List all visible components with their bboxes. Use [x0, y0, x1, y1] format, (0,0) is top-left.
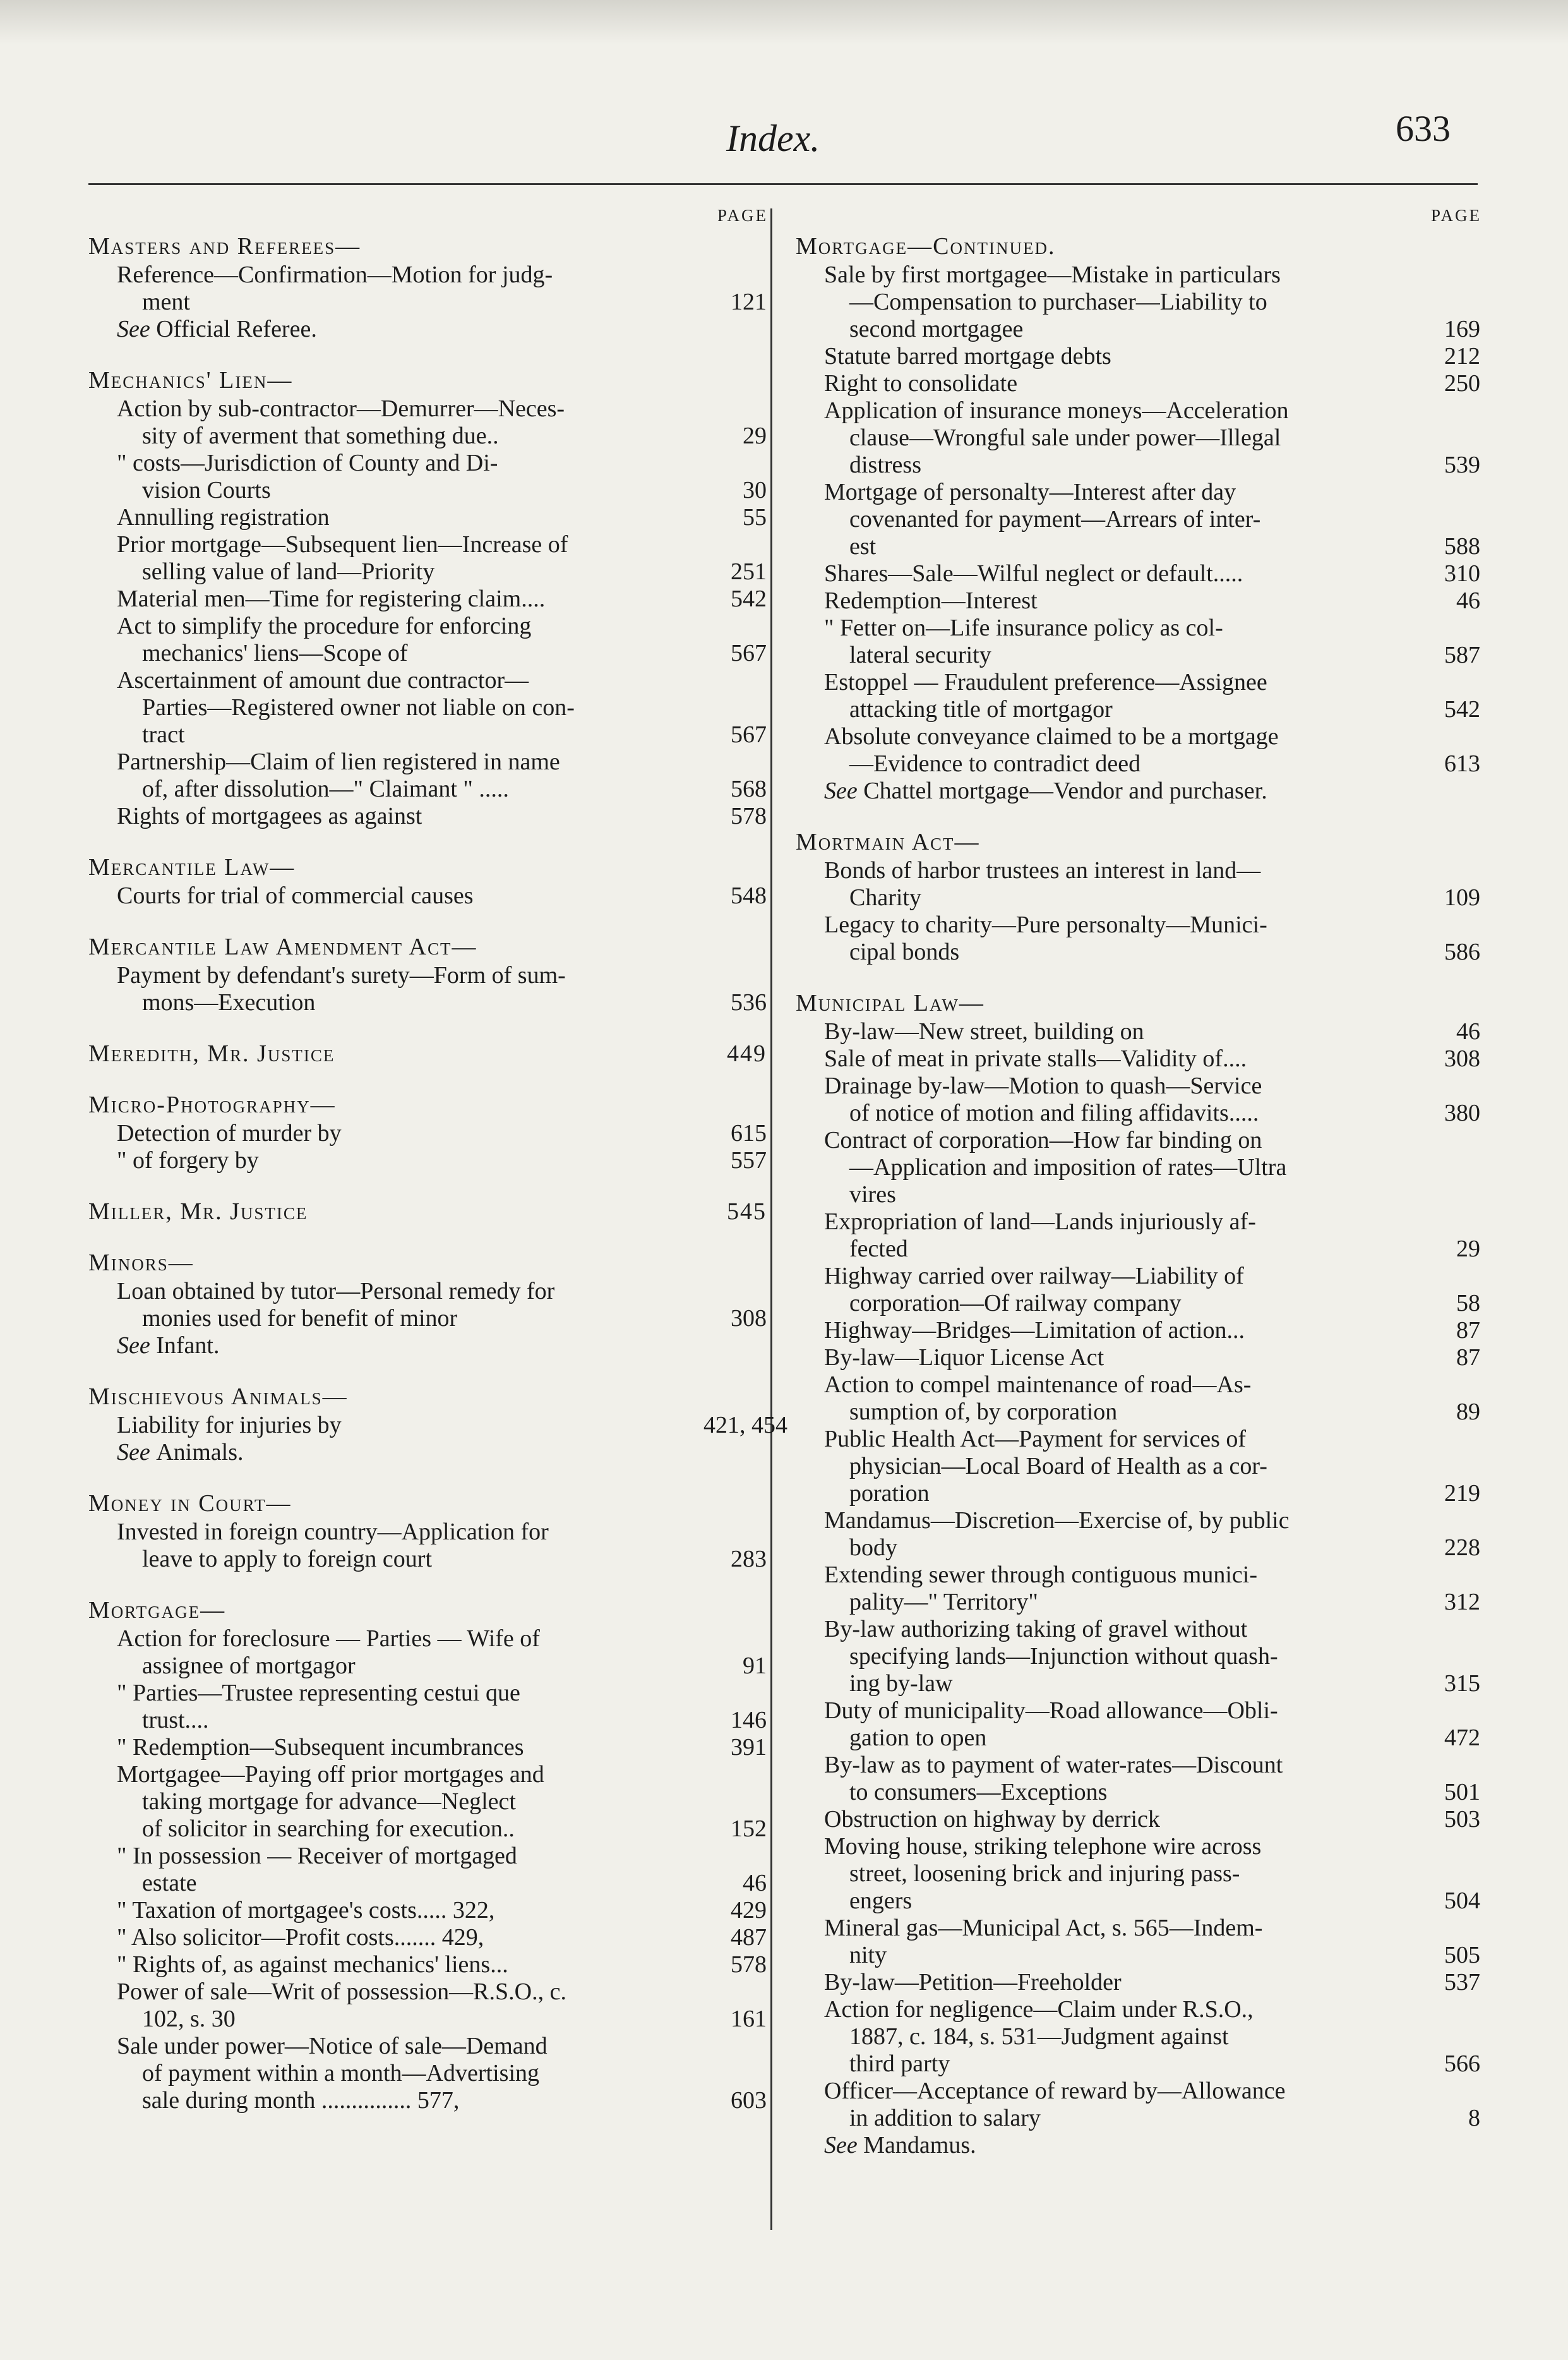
page-reference: 542 [731, 586, 767, 612]
index-entry [824, 1806, 1484, 1833]
entry-line: clause—Wrongful sale under power—Illegal [849, 424, 1281, 451]
entry-line: Action for negligence—Claim under R.S.O., [824, 1996, 1254, 2023]
entry-line: nity [849, 1942, 887, 1968]
index-entry [824, 1045, 1484, 1073]
index-entry [824, 343, 1484, 370]
entry-line: Expropriation of land—Lands injuriously af- [824, 1208, 1256, 1235]
index-entry [824, 857, 1484, 912]
index-entry [117, 962, 770, 1016]
entry-line: corporation—Of railway company [849, 1290, 1182, 1316]
page-reference: 449 [727, 1040, 767, 1067]
page-reference: 567 [731, 640, 767, 666]
entry-line: estate [142, 1870, 197, 1896]
index-entry [824, 1263, 1484, 1317]
page-reference: 30 [743, 477, 767, 503]
entry-line: Payment by defendant's surety—Form of sum- [117, 962, 566, 989]
index-entry [117, 613, 770, 667]
index-entry [117, 1951, 770, 1978]
index-entry [117, 803, 770, 830]
see-target: Infant. [156, 1332, 220, 1359]
index-heading [88, 1040, 770, 1068]
entry-line: " costs—Jurisdiction of County and Di- [117, 450, 498, 476]
entry-line: Rights of mortgagees as against [117, 803, 422, 829]
entry-line: By-law—Petition—Freeholder [824, 1969, 1122, 1996]
page-reference: 380 [1444, 1100, 1480, 1126]
index-entry [824, 1915, 1484, 1969]
index-entry [117, 1897, 770, 1924]
index-entry [117, 1625, 770, 1680]
entry-line: By-law authorizing taking of gravel without [824, 1616, 1248, 1642]
see-reference [117, 1439, 770, 1466]
entry-line: Partnership—Claim of lien registered in name [117, 749, 560, 775]
page-reference: 578 [731, 1951, 767, 1978]
page-reference: 29 [743, 423, 767, 449]
entry-line: trust.... [142, 1707, 209, 1733]
entry-line: third party [849, 2050, 950, 2077]
entry-line: Sale of meat in private stalls—Validity of.... [824, 1045, 1247, 1072]
index-column-left [88, 202, 787, 2114]
index-entry [824, 1507, 1484, 1562]
entry-line: Bonds of harbor trustees an interest in land— [824, 857, 1261, 884]
page-reference: 29 [1456, 1236, 1480, 1262]
index-heading-text: Minors— [88, 1249, 194, 1276]
page-reference: 89 [1456, 1399, 1480, 1425]
entry-line: Mortgage of personalty—Interest after day [824, 479, 1236, 505]
page-reference: 212 [1444, 343, 1480, 370]
index-entry [117, 1120, 770, 1147]
page-reference: 146 [731, 1707, 767, 1733]
entry-line: —Evidence to contradict deed [849, 750, 1141, 777]
page-reference: 501 [1444, 1779, 1480, 1805]
entry-line: By-law—New street, building on [824, 1018, 1144, 1045]
index-entry [117, 667, 770, 749]
index-heading-text: Mechanics' Lien— [88, 367, 293, 394]
page-reference: 588 [1444, 533, 1480, 560]
index-entry [824, 587, 1484, 615]
see-reference [824, 778, 1484, 805]
see-target: Official Referee. [156, 316, 317, 342]
index-entry [824, 1371, 1484, 1426]
index-heading-text: Mortgage— [88, 1597, 226, 1623]
entry-line: Mandamus—Discretion—Exercise of, by public [824, 1507, 1290, 1534]
see-target: Mandamus. [863, 2132, 976, 2158]
see-target: Chattel mortgage—Vendor and purchaser. [863, 778, 1267, 804]
index-entry [824, 370, 1484, 397]
entry-line: Mortgagee—Paying off prior mortgages and [117, 1761, 544, 1788]
entry-line: poration [849, 1480, 930, 1507]
page-reference: 109 [1444, 884, 1480, 911]
index-entry [824, 1697, 1484, 1752]
entry-line: Highway carried over railway—Liability of [824, 1263, 1244, 1289]
index-entry [824, 912, 1484, 966]
entry-line: " Redemption—Subsequent incumbrances [117, 1734, 524, 1761]
index-heading [796, 233, 1484, 260]
page-reference: 228 [1444, 1534, 1480, 1561]
entry-line: By-law as to payment of water-rates—Discount [824, 1752, 1283, 1778]
index-entry [117, 1278, 770, 1332]
scanned-page-edge [0, 0, 1568, 44]
entry-line: ment [142, 289, 190, 315]
see-reference [117, 316, 770, 343]
page-reference: 310 [1444, 560, 1480, 587]
entry-line: 102, s. 30 [142, 2006, 236, 2032]
page-reference: 603 [731, 2087, 767, 2114]
index-entry [117, 1147, 770, 1174]
entry-line: Legacy to charity—Pure personalty—Munici- [824, 912, 1267, 938]
index-heading [88, 1383, 770, 1411]
index-entry [117, 1680, 770, 1734]
entry-line: distress [849, 452, 921, 478]
entry-line: 1887, c. 184, s. 531—Judgment against [849, 2023, 1229, 2050]
entry-line: Sale by first mortgagee—Mistake in particulars [824, 262, 1281, 288]
page-reference: 545 [727, 1198, 767, 1225]
page-reference: 537 [1444, 1969, 1480, 1996]
entry-line: ing by-law [849, 1670, 953, 1697]
index-entry [824, 1616, 1484, 1697]
index-column-right [796, 202, 1484, 2159]
page-reference: 568 [731, 776, 767, 802]
page-reference: 46 [743, 1870, 767, 1896]
index-heading-text: Mercantile Law Amendment Act— [88, 934, 477, 960]
entry-line: Drainage by-law—Motion to quash—Service [824, 1073, 1262, 1099]
entry-line: Estoppel — Fraudulent preference—Assignee [824, 669, 1267, 695]
index-heading-text: Meredith, Mr. Justice [88, 1040, 335, 1067]
page-reference: 548 [731, 882, 767, 909]
entry-line: sumption of, by corporation [849, 1399, 1118, 1425]
entry-line: Officer—Acceptance of reward by—Allowance [824, 2078, 1286, 2104]
index-heading-text: Money in Court— [88, 1490, 292, 1517]
entry-line: mechanics' liens—Scope of [142, 640, 408, 666]
index-heading [88, 1490, 770, 1517]
entry-line: " Rights of, as against mechanics' liens... [117, 1951, 508, 1978]
entry-line: of, after dissolution—" Claimant " ..... [142, 776, 509, 802]
page-reference: 587 [1444, 642, 1480, 668]
index-entry [824, 615, 1484, 669]
page-reference: 55 [743, 504, 767, 531]
index-heading [796, 829, 1484, 856]
entry-line: covenanted for payment—Arrears of inter- [849, 506, 1261, 533]
entry-line: fected [849, 1236, 908, 1262]
page-reference: 312 [1444, 1589, 1480, 1615]
page-reference: 503 [1444, 1806, 1480, 1833]
entry-line: Redemption—Interest [824, 587, 1038, 614]
page-reference: 308 [731, 1305, 767, 1332]
see-label: See [117, 1332, 157, 1359]
page-reference: 315 [1444, 1670, 1480, 1697]
entry-line: second mortgagee [849, 316, 1024, 342]
entry-line: tract [142, 721, 185, 748]
entry-line: Right to consolidate [824, 370, 1018, 397]
index-entry [117, 262, 770, 316]
see-target: Animals. [156, 1439, 244, 1466]
entry-line: Highway—Bridges—Limitation of action... [824, 1317, 1245, 1344]
see-label: See [117, 1439, 157, 1466]
index-heading [88, 367, 770, 394]
entry-line: Charity [849, 884, 921, 911]
page-reference: 586 [1444, 939, 1480, 965]
index-heading [796, 990, 1484, 1017]
page-reference: 505 [1444, 1942, 1480, 1968]
entry-line: Moving house, striking telephone wire across [824, 1833, 1262, 1860]
entry-line: Ascertainment of amount due contractor— [117, 667, 529, 694]
index-entry [117, 1734, 770, 1761]
index-heading [88, 1198, 770, 1225]
header-rule [88, 183, 1478, 185]
index-heading-text: Mischievous Animals— [88, 1383, 348, 1410]
entry-line: " In possession — Receiver of mortgaged [117, 1843, 517, 1869]
entry-line: " Fetter on—Life insurance policy as col- [824, 615, 1223, 641]
entry-line: to consumers—Exceptions [849, 1779, 1108, 1805]
entry-line: Material men—Time for registering claim.... [117, 586, 546, 612]
entry-line: lateral security [849, 642, 991, 668]
page-reference: 219 [1444, 1480, 1480, 1507]
entry-line: —Compensation to purchaser—Liability to [849, 289, 1267, 315]
entry-line: of payment within a month—Advertising [142, 2060, 540, 2086]
index-entry [824, 560, 1484, 587]
index-entry [117, 1412, 787, 1439]
index-entry [824, 669, 1484, 723]
entry-line: engers [849, 1887, 913, 1914]
page-reference: 251 [731, 558, 767, 585]
entry-line: street, loosening brick and injuring pass- [849, 1860, 1240, 1887]
page-reference: 429 [731, 1897, 767, 1924]
index-entry [117, 1519, 770, 1573]
entry-line: Action to compel maintenance of road—As- [824, 1371, 1252, 1398]
entry-line: By-law—Liquor License Act [824, 1344, 1104, 1371]
index-entry [117, 450, 770, 504]
page-reference: 283 [731, 1546, 767, 1572]
page-reference: 539 [1444, 452, 1480, 478]
column-divider [770, 208, 772, 2230]
page-reference: 46 [1456, 1018, 1480, 1045]
index-heading [88, 233, 770, 260]
entry-line: " Also solicitor—Profit costs....... 429, [117, 1924, 484, 1951]
index-heading [88, 854, 770, 881]
entry-line: of solicitor in searching for execution.. [142, 1815, 515, 1842]
entry-line: Loan obtained by tutor—Personal remedy for [117, 1278, 555, 1304]
index-entry [824, 1752, 1484, 1806]
page-reference: 391 [731, 1734, 767, 1761]
page-reference: 613 [1444, 750, 1480, 777]
page-reference: 308 [1444, 1045, 1480, 1072]
page-reference: 566 [1444, 2050, 1480, 2077]
index-heading [88, 934, 770, 961]
index-entry [824, 1018, 1484, 1045]
index-entry [824, 1344, 1484, 1371]
page-reference: 152 [731, 1815, 767, 1842]
entry-line: attacking title of mortgagor [849, 696, 1113, 723]
entry-line: leave to apply to foreign court [142, 1546, 433, 1572]
index-entry [824, 262, 1484, 343]
entry-line: specifying lands—Injunction without quash- [849, 1643, 1278, 1670]
page-reference: 46 [1456, 587, 1480, 614]
page-reference: 542 [1444, 696, 1480, 723]
entry-line: Reference—Confirmation—Motion for judg- [117, 262, 553, 288]
page-reference: 578 [731, 803, 767, 829]
entry-line: physician—Local Board of Health as a cor- [849, 1453, 1267, 1479]
entry-line: body [849, 1534, 897, 1561]
entry-line: pality—" Territory" [849, 1589, 1038, 1615]
entry-line: Prior mortgage—Subsequent lien—Increase of [117, 531, 568, 558]
entry-line: gation to open [849, 1725, 987, 1751]
page-reference: 58 [1456, 1290, 1480, 1316]
index-entry [824, 397, 1484, 479]
page-reference: 557 [731, 1147, 767, 1174]
entry-line: Action for foreclosure — Parties — Wife of [117, 1625, 540, 1652]
entry-line: Statute barred mortgage debts [824, 343, 1111, 370]
see-reference [824, 2132, 1484, 2159]
index-entry [117, 586, 770, 613]
entry-line: Invested in foreign country—Application for [117, 1519, 549, 1545]
index-entry [117, 395, 770, 450]
entry-line: monies used for benefit of minor [142, 1305, 458, 1332]
entry-line: Public Health Act—Payment for services of [824, 1426, 1247, 1452]
index-heading-text: Mercantile Law— [88, 854, 296, 881]
index-entry [824, 1426, 1484, 1507]
page-reference: 169 [1444, 316, 1480, 342]
index-entry [117, 531, 770, 586]
index-entry [824, 1208, 1484, 1263]
entry-line: vision Courts [142, 477, 271, 503]
index-entry [117, 1761, 770, 1843]
entry-line: " Parties—Trustee representing cestui que [117, 1680, 520, 1706]
page-reference: 250 [1444, 370, 1480, 397]
page-column-label: PAGE [717, 206, 768, 225]
entry-line: of notice of motion and filing affidavits..... [849, 1100, 1259, 1126]
page-reference: 472 [1444, 1725, 1480, 1751]
entry-line: Act to simplify the procedure for enforcing [117, 613, 532, 639]
see-label: See [824, 2132, 864, 2158]
entry-line: Extending sewer through contiguous munici- [824, 1562, 1257, 1588]
entry-line: Contract of corporation—How far binding on [824, 1127, 1262, 1153]
entry-line: Action by sub-contractor—Demurrer—Neces- [117, 395, 565, 422]
page-reference: 615 [731, 1120, 767, 1147]
page-reference: 161 [731, 2006, 767, 2032]
index-entry [824, 1996, 1484, 2078]
entry-line: assignee of mortgagor [142, 1653, 356, 1679]
page-reference: 87 [1456, 1344, 1480, 1371]
page-column-label: PAGE [1430, 206, 1481, 225]
index-heading-text: Municipal Law— [796, 990, 984, 1016]
index-heading-text: Mortgage—Continued. [796, 233, 1056, 260]
index-entry [117, 882, 770, 910]
entry-line: —Application and imposition of rates—Ultra [849, 1154, 1287, 1181]
entry-line: est [849, 533, 877, 560]
entry-line: taking mortgage for advance—Neglect [142, 1788, 516, 1815]
entry-line: Application of insurance moneys—Acceleration [824, 397, 1289, 424]
entry-line: Power of sale—Writ of possession—R.S.O., c. [117, 1978, 566, 2005]
index-heading [88, 1249, 770, 1277]
entry-line: Duty of municipality—Road allowance—Obli- [824, 1697, 1278, 1724]
entry-line: Courts for trial of commercial causes [117, 882, 474, 909]
index-entry [824, 1073, 1484, 1127]
see-reference [117, 1332, 770, 1359]
index-entry [117, 1978, 770, 2033]
entry-line: Sale under power—Notice of sale—Demand [117, 2033, 548, 2059]
entry-line: selling value of land—Priority [142, 558, 435, 585]
index-heading-text: Micro-Photography— [88, 1092, 336, 1118]
index-entry [824, 1833, 1484, 1915]
page-reference: 91 [743, 1653, 767, 1679]
entry-line: in addition to salary [849, 2105, 1041, 2131]
entry-line: sity of averment that something due.. [142, 423, 499, 449]
page-reference: 536 [731, 989, 767, 1016]
page-reference: 8 [1468, 2105, 1480, 2131]
page-reference: 487 [731, 1924, 767, 1951]
page-reference: 567 [731, 721, 767, 748]
index-entry [117, 504, 770, 531]
index-entry [117, 1924, 770, 1951]
index-entry [824, 1127, 1484, 1208]
index-entry [117, 749, 770, 803]
see-label: See [824, 778, 864, 804]
index-heading-text: Mortmain Act— [796, 829, 980, 855]
index-entry [824, 1969, 1484, 1996]
index-entry [117, 1843, 770, 1897]
entry-line: Obstruction on highway by derrick [824, 1806, 1160, 1833]
page-reference: 121 [731, 289, 767, 315]
page-title: Index. [726, 117, 820, 159]
index-heading [88, 1597, 770, 1624]
index-entry [824, 1317, 1484, 1344]
entry-line: Mineral gas—Municipal Act, s. 565—Indem- [824, 1915, 1263, 1941]
index-entry [824, 2078, 1484, 2132]
index-entry [824, 479, 1484, 560]
index-heading [88, 1092, 770, 1119]
see-label: See [117, 316, 157, 342]
entry-line: Annulling registration [117, 504, 330, 531]
index-entry [824, 723, 1484, 778]
entry-line: Absolute conveyance claimed to be a mortgage [824, 723, 1279, 750]
entry-line: vires [849, 1181, 896, 1208]
entry-line: " of forgery by [117, 1147, 259, 1174]
entry-line: " Taxation of mortgagee's costs..... 322, [117, 1897, 495, 1924]
entry-line: Liability for injuries by [117, 1412, 342, 1438]
page-number: 633 [1396, 108, 1451, 149]
entry-line: mons—Execution [142, 989, 316, 1016]
page-reference: 421, 454 [703, 1412, 787, 1438]
entry-line: Shares—Sale—Wilful neglect or default..... [824, 560, 1243, 587]
index-entry [824, 1562, 1484, 1616]
page-reference: 87 [1456, 1317, 1480, 1344]
entry-line: Detection of murder by [117, 1120, 342, 1147]
index-entry [117, 2033, 770, 2114]
entry-line: sale during month ............... 577, [142, 2087, 460, 2114]
entry-line: cipal bonds [849, 939, 960, 965]
entry-line: Parties—Registered owner not liable on con- [142, 694, 575, 721]
index-heading-text: Miller, Mr. Justice [88, 1198, 308, 1225]
page-reference: 504 [1444, 1887, 1480, 1914]
index-heading-text: Masters and Referees— [88, 233, 361, 260]
